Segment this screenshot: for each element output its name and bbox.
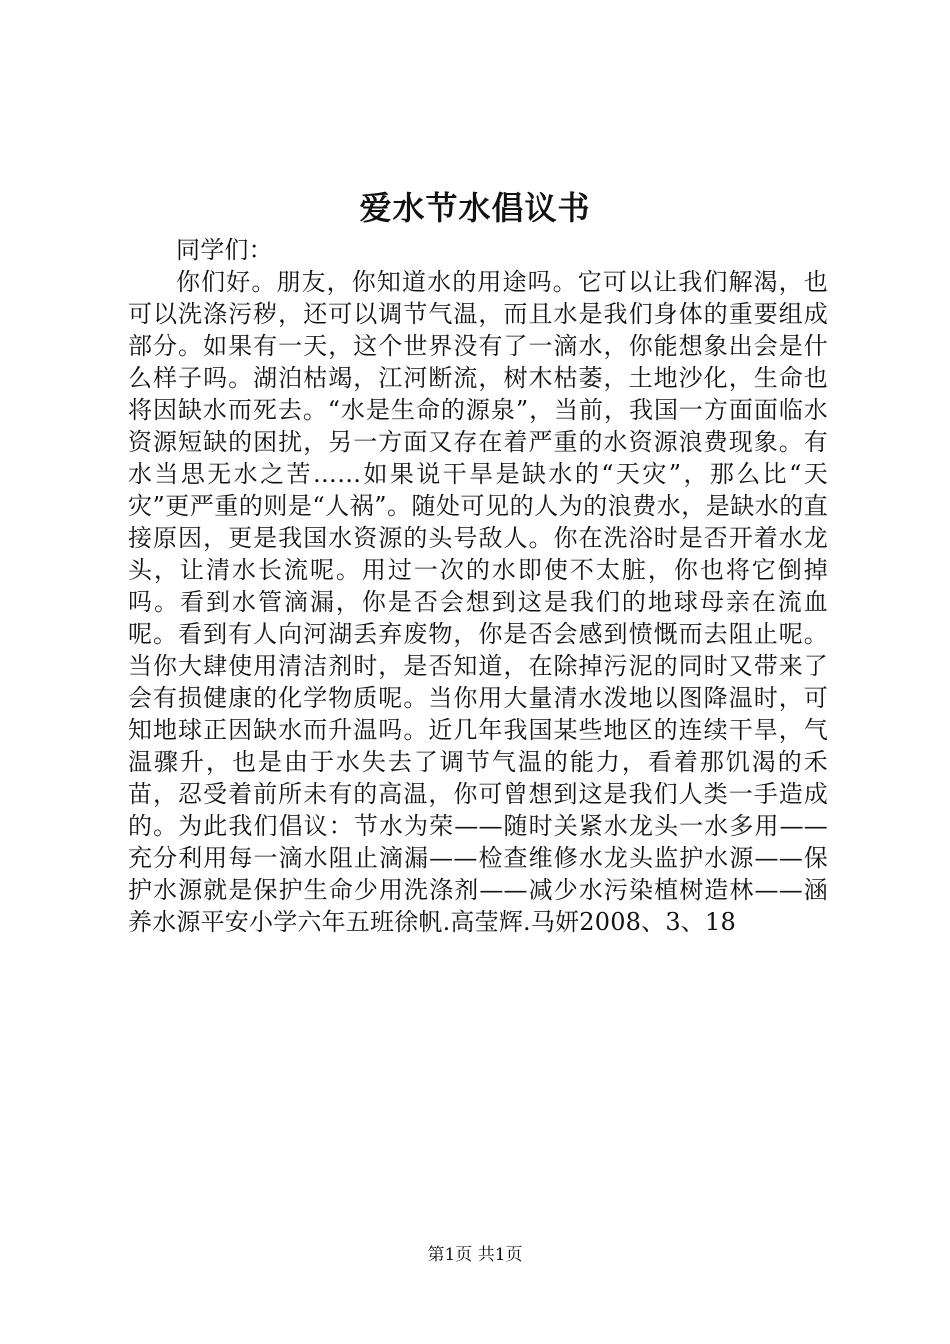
salutation: 同学们： — [176, 236, 273, 264]
body-paragraph: 你们好。朋友，你知道水的用途吗。它可以让我们解渴，也可以洗涤污秽，还可以调节气温，而且水是我们身体的重要组成部分。如果有一天，这个世界没有了一滴水，你能想象出会是什么样子吗。湖泊枯竭，江河断流，树木枯萎，土地沙化，生命也将因缺水而死去。“水是生命的源泉”，当前，我国一方面面临水资源短缺的困扰，另一方面又存在着严重的水资源浪费现象。有水当思无水之苦……如果说干旱是缺水的“天灾”，那么比“天灾”更严重的则是“人祸”。随处可见的人为的浪费水，是缺水的直接原因，更是我国水资源的头号敌人。你在洗浴时是否开着水龙头，让清水长流呢。用过一次的水即使不太脏，你也将它倒掉吗。看到水管滴漏，你是否会想到这是我们的地球母亲在流血呢。看到有人向河湖丢弃废物，你是否会感到愤慨而去阻止呢。当你大肆使用清洁剂时，是否知道，在除掉污泥的同时又带来了会有损健康的化学物质呢。当你用大量清水泼地以图降温时，可知地球正因缺水而升温吗。近几年我国某些地区的连续干旱，气温骤升，也是由于水失去了调节气温的能力，看着那饥渴的禾苗，忍受着前所未有的高温，你可曾想到这是我们人类一手造成的。为此我们倡议：节水为荣——随时关紧水龙头一水多用——充分利用每一滴水阻止滴漏——检查维修水龙头监护水源——保护水源就是保护生命少用洗涤剂——减少水污染植树造林——涵养水源平安小学六年五班徐帆.高莹辉.马妍2008、3、18 — [128, 268, 828, 936]
document-body — [128, 234, 828, 938]
page-footer: 第1页 共1页 — [427, 1245, 523, 1265]
document-title: 爱水节水倡议书 — [359, 189, 591, 227]
